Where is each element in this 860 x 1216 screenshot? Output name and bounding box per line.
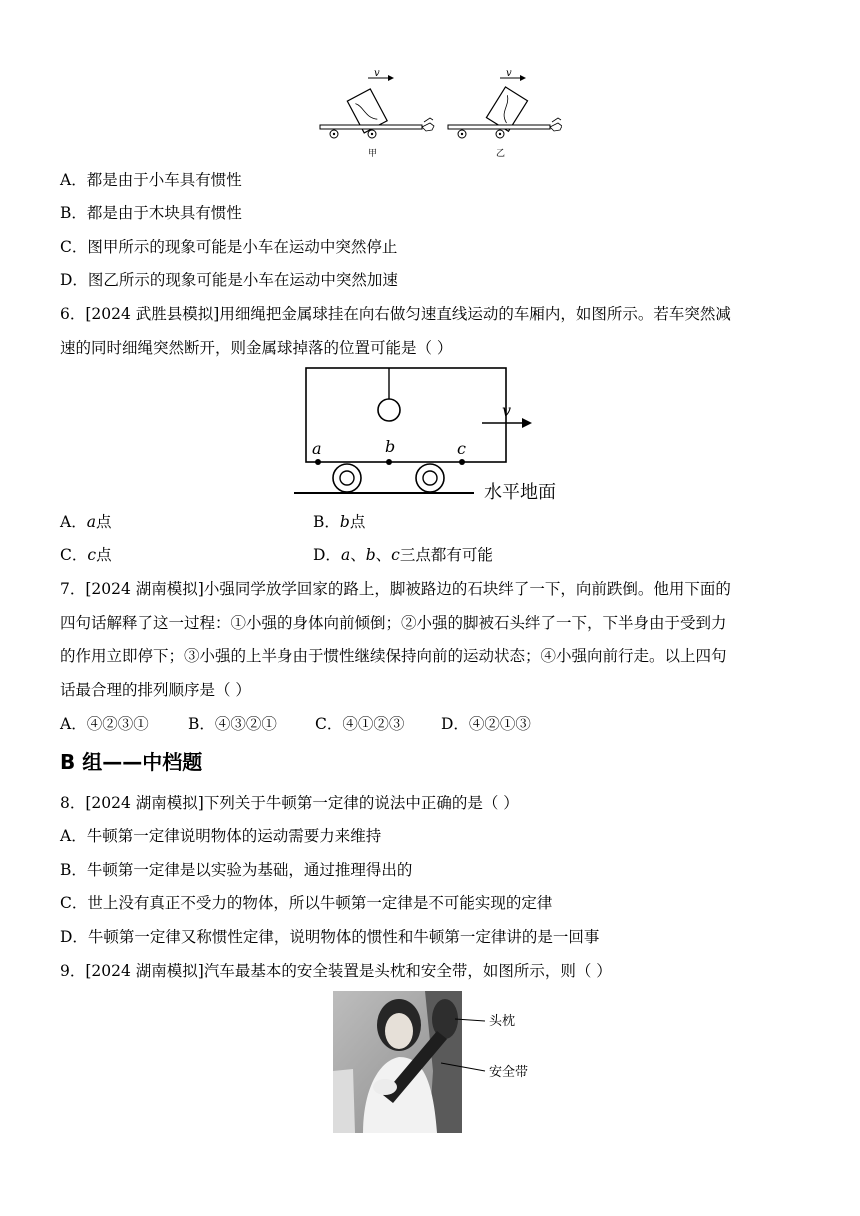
metal-ball <box>378 399 400 421</box>
q7-option-a: A．④②③① <box>60 715 149 733</box>
ground-label: 水平地面 <box>484 482 556 503</box>
q9-stem: 9．[2024 湖南模拟]汽车最基本的安全装置是头枕和安全带，如图所示，则（ ） <box>60 962 612 980</box>
carriage-box <box>306 368 506 462</box>
label-b: b <box>385 437 396 456</box>
point-b <box>386 459 392 465</box>
q6-stem-line2: 速的同时细绳突然断开，则金属球掉落的位置可能是（ ） <box>60 339 453 357</box>
q6-figure <box>290 366 590 506</box>
wheel-left <box>333 464 361 492</box>
q7-stem-line2: 四句话解释了这一过程：①小强的身体向前倾倒；②小强的脚被石头绊了一下，下半身由于受到力 <box>60 614 727 632</box>
label-c: c <box>457 439 466 458</box>
velocity-label: v <box>502 401 512 420</box>
headrest-label: 头枕 <box>489 1014 516 1029</box>
q9-figure <box>333 991 553 1133</box>
label-jia: 甲 <box>368 149 378 159</box>
q7-stem-line1: 7．[2024 湖南模拟]小强同学放学回家的路上，脚被路边的石块绊了一下，向前跌倒。他用下面的 <box>60 580 731 598</box>
q7-option-d: D．④②①③ <box>441 715 531 733</box>
q6-option-b: B．b点 <box>313 513 366 531</box>
point-c <box>459 459 465 465</box>
velocity-label-jia: v <box>374 68 380 79</box>
cart-yi <box>448 68 562 159</box>
q5-option-a: A．都是由于小车具有惯性 <box>60 171 242 189</box>
q7-option-b: B．④③②① <box>188 715 277 733</box>
q8-option-b: B．牛顿第一定律是以实验为基础，通过推理得出的 <box>60 861 413 879</box>
q5-figure <box>312 64 562 164</box>
q7-stem-line3: 的作用立即停下；③小强的上半身由于惯性继续保持向前的运动状态；④小强向前行走。以上四句 <box>60 647 727 665</box>
q5-option-d: D．图乙所示的现象可能是小车在运动中突然加速 <box>60 271 398 289</box>
q8-option-a: A．牛顿第一定律说明物体的运动需要力来维持 <box>60 827 382 845</box>
q8-option-d: D．牛顿第一定律又称惯性定律，说明物体的惯性和牛顿第一定律讲的是一回事 <box>60 928 600 946</box>
q5-option-b: B．都是由于木块具有惯性 <box>60 204 242 222</box>
q6-option-a: A．a点 <box>60 513 112 531</box>
q5-option-c: C．图甲所示的现象可能是小车在运动中突然停止 <box>60 238 398 256</box>
label-a: a <box>312 439 322 458</box>
velocity-label-yi: v <box>506 68 512 79</box>
q6-option-c: C．c点 <box>60 546 112 564</box>
q7-stem-line4: 话最合理的排列顺序是（ ） <box>60 681 251 699</box>
q6-stem-line1: 6．[2024 武胜县模拟]用细绳把金属球挂在向右做匀速直线运动的车厢内，如图所示。若车突然减 <box>60 305 731 323</box>
point-a <box>315 459 321 465</box>
wheel-right <box>416 464 444 492</box>
label-yi: 乙 <box>496 149 506 159</box>
q7-option-c: C．④①②③ <box>315 715 405 733</box>
q8-option-c: C．世上没有真正不受力的物体，所以牛顿第一定律是不可能实现的定律 <box>60 894 553 912</box>
q6-option-d: D．a、b、c三点都有可能 <box>313 546 493 564</box>
section-heading: B 组——中档题 <box>60 750 203 774</box>
cart-jia <box>320 68 434 159</box>
seatbelt-label: 安全带 <box>489 1065 529 1080</box>
q8-stem: 8．[2024 湖南模拟]下列关于牛顿第一定律的说法中正确的是（ ） <box>60 794 519 812</box>
